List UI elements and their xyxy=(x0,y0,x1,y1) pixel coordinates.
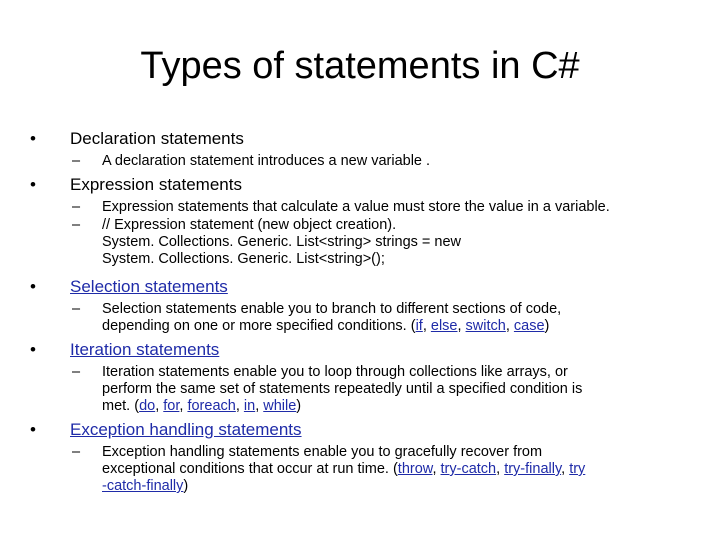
keyword-link-try-catch-finally[interactable]: try xyxy=(569,461,586,477)
dash-icon: – xyxy=(72,444,81,460)
keyword-link-do[interactable]: do xyxy=(139,398,156,414)
sub-item xyxy=(30,444,700,495)
bullet-item-iteration xyxy=(30,339,700,415)
keyword-link-in[interactable]: in xyxy=(243,398,256,414)
keyword-link-for[interactable]: for xyxy=(163,398,180,414)
separator: , xyxy=(496,461,505,477)
keyword-link-else[interactable]: else xyxy=(430,318,458,334)
sub-item xyxy=(30,199,700,216)
dash-icon: – xyxy=(72,217,81,233)
dash-icon: – xyxy=(72,153,81,169)
bullet-heading: Expression statements xyxy=(70,175,242,194)
sub-item xyxy=(30,153,700,170)
keyword-link-if[interactable]: if xyxy=(415,318,423,334)
separator: , xyxy=(155,398,164,414)
keyword-link-try-catch-finally-wrap[interactable]: -catch-finally xyxy=(102,478,184,494)
sub-item-keywords xyxy=(102,478,700,495)
keyword-link-while[interactable]: while xyxy=(263,398,297,414)
code-line: System. Collections. Generic. List<string>(); xyxy=(102,251,385,267)
bullet-icon: • xyxy=(30,175,36,194)
iteration-statements-link[interactable]: Iteration statements xyxy=(70,340,220,359)
sub-item-text: Expression statements that calculate a value must store the value in a variable. xyxy=(102,199,610,215)
bullet-icon: • xyxy=(30,277,36,296)
bullet-item-selection xyxy=(30,276,700,335)
separator: , xyxy=(561,461,570,477)
sub-item-text: Iteration statements enable you to loop through collections like arrays, or xyxy=(102,364,568,380)
bullet-item-exception xyxy=(30,419,700,495)
sub-item-text: Exception handling statements enable you to gracefully recover from xyxy=(102,444,543,460)
sub-item xyxy=(30,217,700,268)
keyword-link-foreach[interactable]: foreach xyxy=(187,398,236,414)
bullet-heading: Declaration statements xyxy=(70,129,244,148)
separator: , xyxy=(235,398,244,414)
bullet-item-expression xyxy=(30,174,700,268)
sub-item-text: met. ( xyxy=(102,398,140,414)
dash-icon: – xyxy=(72,301,81,317)
close-paren: ) xyxy=(296,398,302,414)
slide-title: Types of statements in C# xyxy=(140,45,580,87)
separator: , xyxy=(255,398,264,414)
separator: , xyxy=(457,318,466,334)
dash-icon: – xyxy=(72,199,81,215)
keyword-link-switch[interactable]: switch xyxy=(465,318,506,334)
selection-statements-link[interactable]: Selection statements xyxy=(70,277,228,296)
dash-icon: – xyxy=(72,364,81,380)
keyword-link-try-catch[interactable]: try-catch xyxy=(440,461,497,477)
sub-item-keywords xyxy=(102,461,700,478)
sub-item-text: Selection statements enable you to branch to different sections of code, xyxy=(102,301,562,317)
keyword-link-case[interactable]: case xyxy=(513,318,545,334)
sub-item-keywords xyxy=(102,318,700,335)
bullet-icon: • xyxy=(30,340,36,359)
sub-item-text: A declaration statement introduces a new variable . xyxy=(102,153,431,169)
sub-item-text: exceptional conditions that occur at run time. ( xyxy=(102,461,398,477)
sub-item xyxy=(30,364,700,415)
close-paren: ) xyxy=(183,478,189,494)
bullet-icon: • xyxy=(30,420,36,439)
sub-item-keywords xyxy=(102,398,700,415)
keyword-link-throw[interactable]: throw xyxy=(397,461,433,477)
keyword-link-try-finally[interactable]: try-finally xyxy=(504,461,562,477)
separator: , xyxy=(505,318,514,334)
separator: , xyxy=(179,398,188,414)
bullet-item-declaration xyxy=(30,128,700,170)
sub-item xyxy=(30,301,700,335)
bullet-icon: • xyxy=(30,129,36,148)
sub-item-text: perform the same set of statements repeatedly until a specified condition is xyxy=(102,381,583,397)
separator: , xyxy=(432,461,441,477)
sub-item-text: depending on one or more specified conditions. ( xyxy=(102,318,416,334)
sub-item-text: // Expression statement (new object creation). xyxy=(102,217,397,233)
close-paren: ) xyxy=(544,318,550,334)
code-line: System. Collections. Generic. List<string> strings = new xyxy=(102,234,462,250)
exception-handling-statements-link[interactable]: Exception handling statements xyxy=(70,420,302,439)
separator: , xyxy=(422,318,431,334)
